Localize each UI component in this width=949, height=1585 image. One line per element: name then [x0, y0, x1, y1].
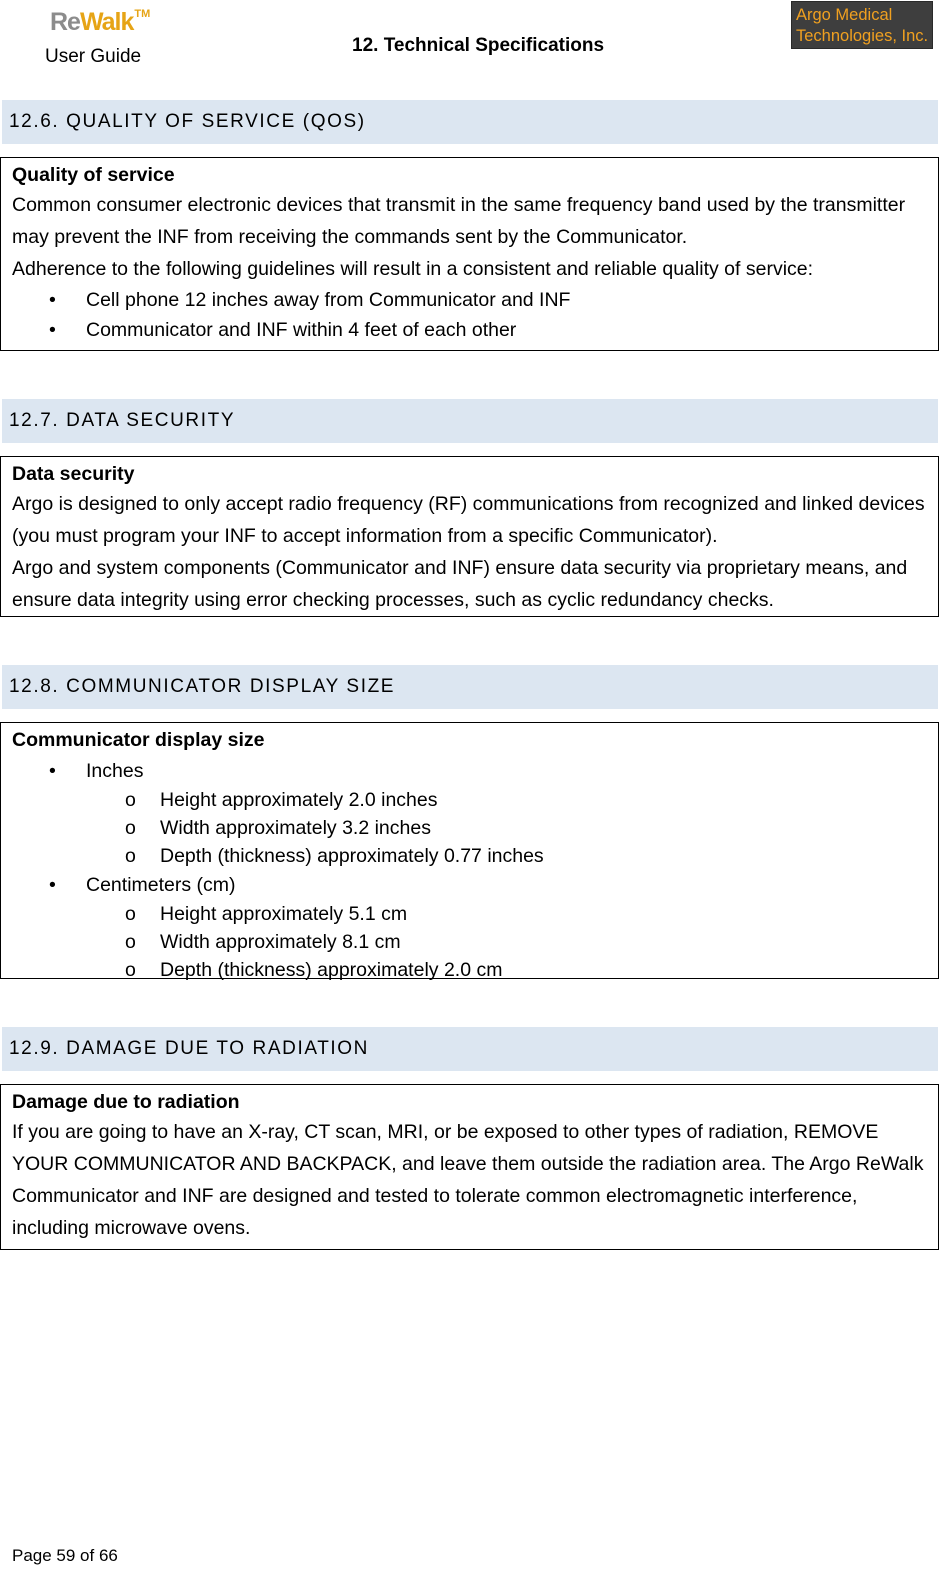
page-header: [0, 0, 949, 95]
data-security-paragraph: Argo is designed to only accept radio frequency (RF) communications from recognized and linked devices (you must program your INF to accept information from a specific Communicator).: [12, 493, 925, 547]
data-security-title: Data security: [12, 463, 135, 485]
radiation-box: [0, 1084, 939, 1250]
display-size-list: [12, 756, 938, 984]
display-size-box: [0, 722, 939, 979]
company-logo: Argo Medical Technologies, Inc.: [791, 1, 933, 49]
radiation-title: Damage due to radiation: [12, 1091, 240, 1113]
qos-title: Quality of service: [12, 164, 175, 186]
page-number: Page 59 of 66: [12, 1546, 118, 1565]
user-guide-label: User Guide: [45, 46, 142, 67]
section-heading-data-security: 12.7. DATA SECURITY: [2, 399, 938, 443]
qos-bullet-list: [12, 285, 938, 345]
section-heading-qos: 12.6. QUALITY OF SERVICE (QOS): [2, 100, 938, 144]
radiation-paragraph: If you are going to have an X-ray, CT scan, MRI, or be exposed to other types of radiation, REMOVE YOUR COMMUNICATOR AND BACKPACK, and leave them outside the radiation area. The Argo ReWalk Communicator and INF are designed and tested to tolerate common electromagnetic interference, including microwave ovens.: [12, 1121, 924, 1239]
section-heading-display-size: 12.8. COMMUNICATOR DISPLAY SIZE: [2, 665, 938, 709]
list-item: o Depth (thickness) approximately 0.77 inches: [12, 842, 938, 870]
list-item: o Width approximately 3.2 inches: [12, 814, 938, 842]
list-item: • Centimeters (cm): [12, 870, 938, 900]
list-item: o Height approximately 2.0 inches: [12, 786, 938, 814]
list-item: o Width approximately 8.1 cm: [12, 928, 938, 956]
list-item: o Depth (thickness) approximately 2.0 cm: [12, 956, 938, 984]
list-item: • Inches: [12, 756, 938, 786]
chapter-title: 12. Technical Specifications: [352, 35, 605, 56]
qos-box: [0, 157, 939, 351]
data-security-box: [0, 456, 939, 617]
qos-paragraph-2: Adherence to the following guidelines will result in a consistent and reliable quality of service:: [12, 258, 814, 280]
display-size-title: Communicator display size: [12, 729, 265, 751]
list-item: • Communicator and INF within 4 feet of each other: [12, 315, 938, 345]
rewalk-logo: ReWalk™: [50, 8, 151, 36]
section-heading-radiation: 12.9. DAMAGE DUE TO RADIATION: [2, 1027, 938, 1071]
data-security-paragraph-2: Argo and system components (Communicator and INF) ensure data security via proprietary means, and ensure data integrity using error checking processes, such as cyclic redundancy checks.: [12, 557, 908, 611]
qos-paragraph: Common consumer electronic devices that transmit in the same frequency band used by the transmitter may prevent the INF from receiving the commands sent by the Communicator.: [12, 194, 906, 248]
list-item: o Height approximately 5.1 cm: [12, 900, 938, 928]
list-item: • Cell phone 12 inches away from Communicator and INF: [12, 285, 938, 315]
